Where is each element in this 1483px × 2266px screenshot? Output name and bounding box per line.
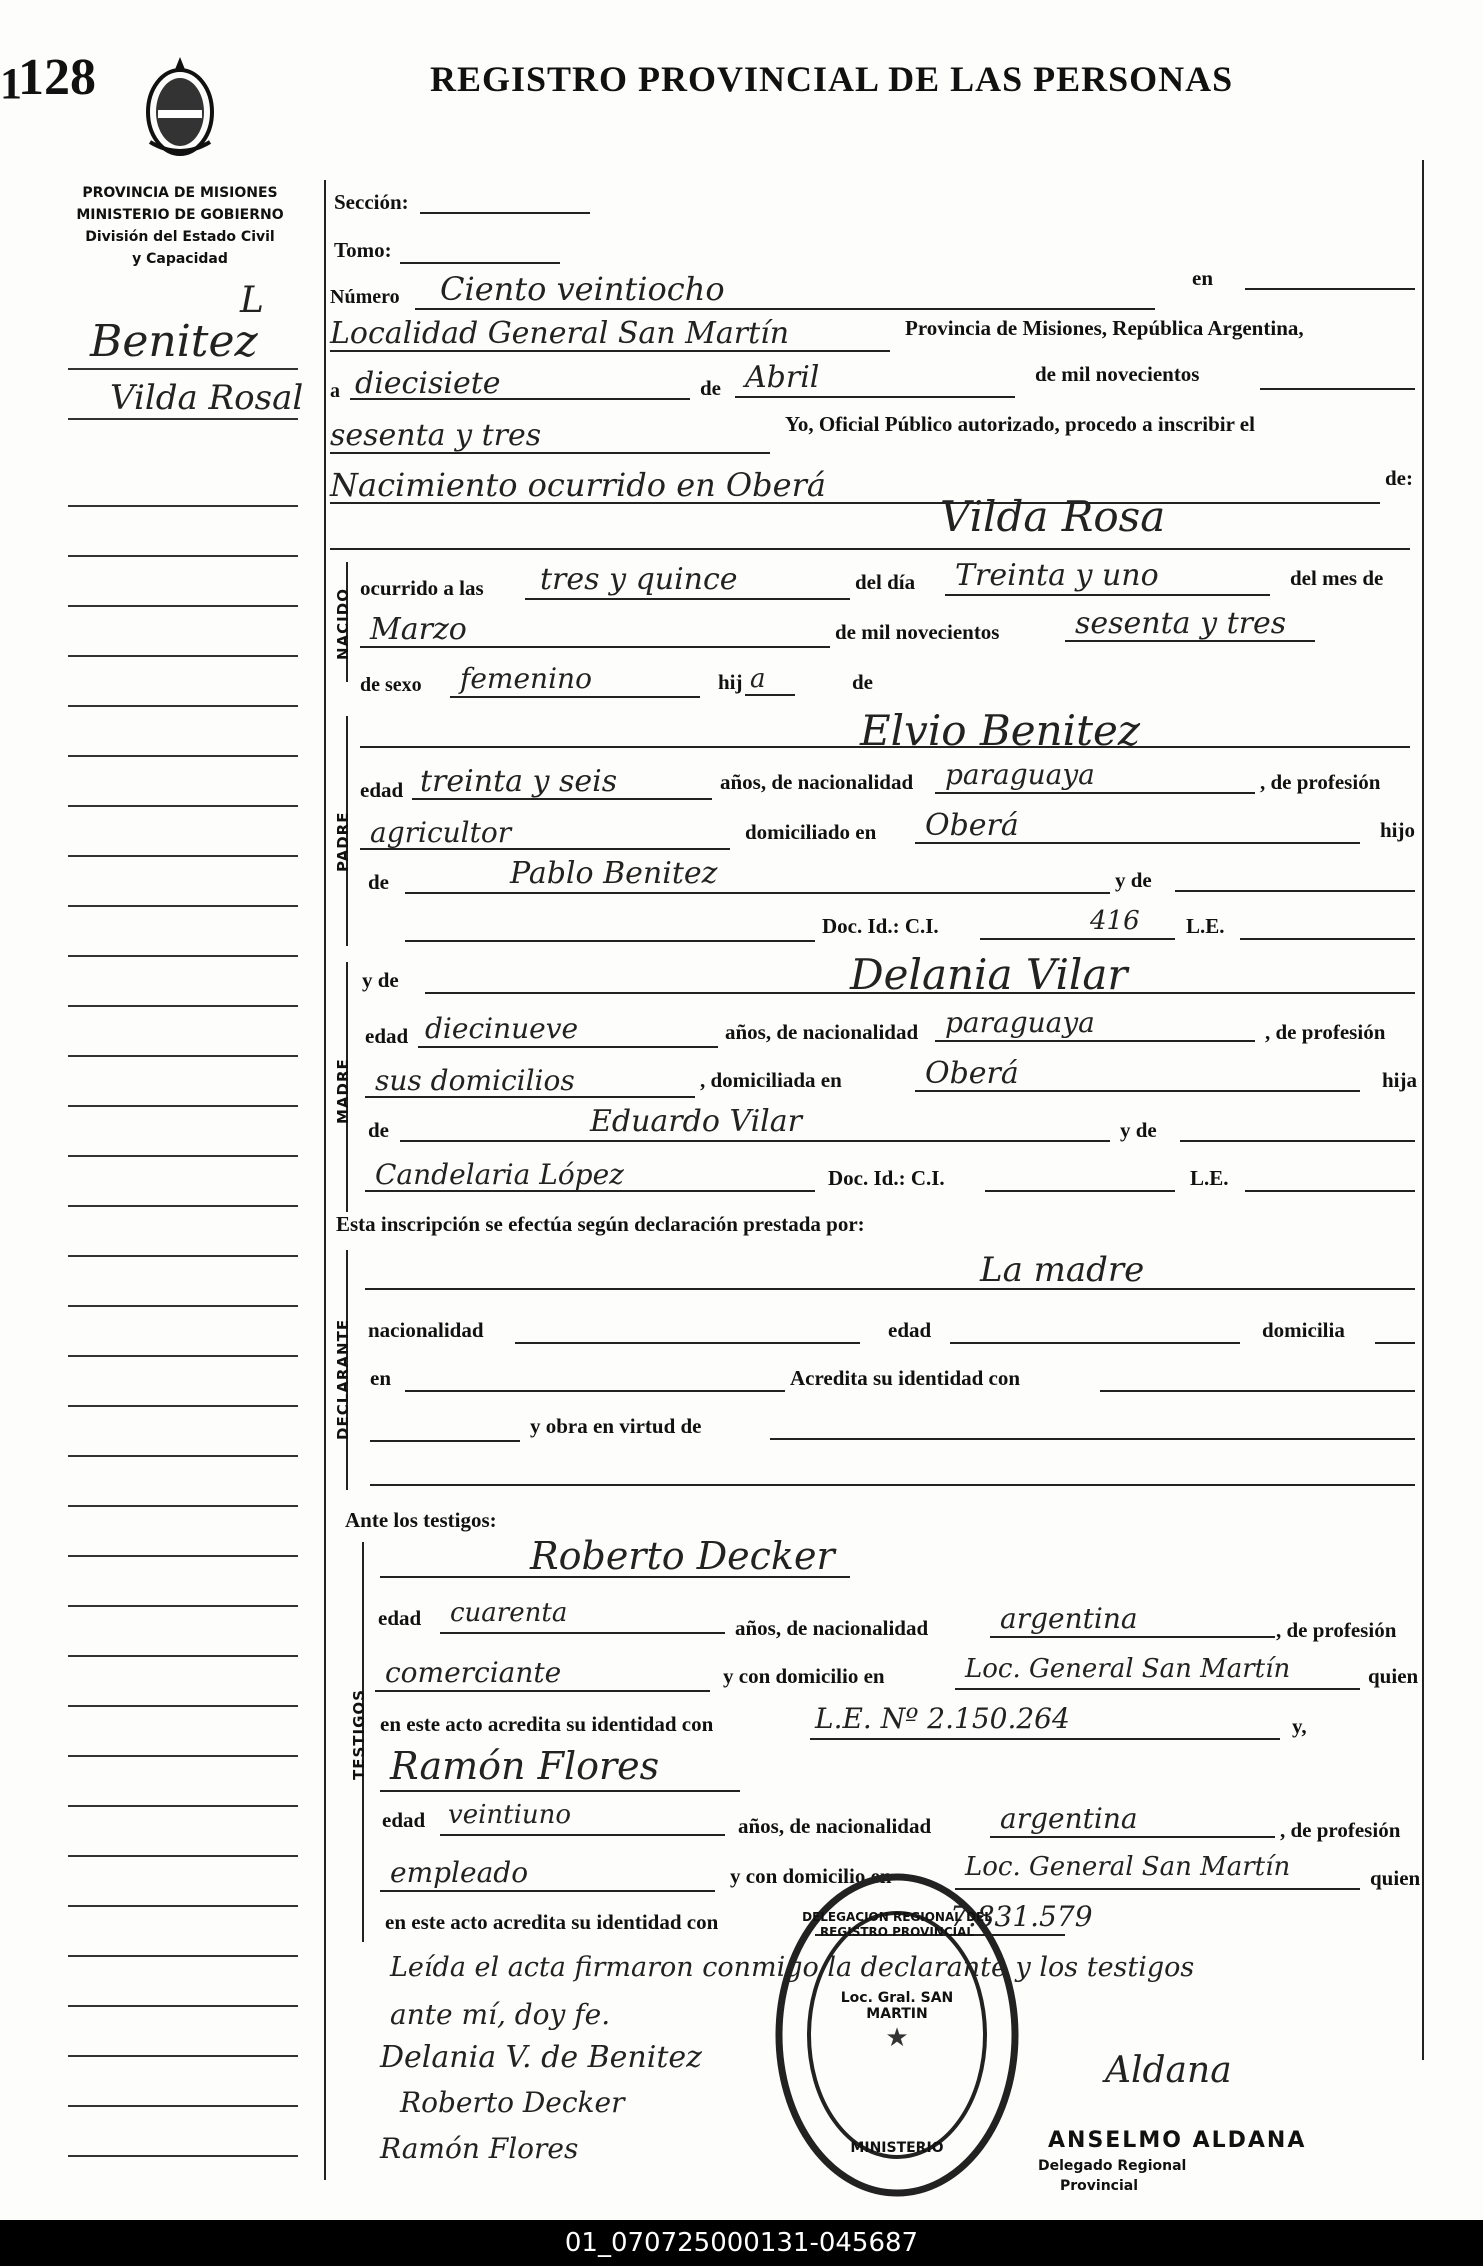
madre-yde-label: y de (362, 968, 399, 992)
a-label: a (330, 380, 340, 402)
hora-value: tres y quince (540, 562, 738, 597)
declarante-acredita-label: Acredita su identidad con (790, 1366, 1021, 1390)
testigo1-dom-label: y con domicilio en (723, 1664, 885, 1688)
en-label: en (1192, 266, 1213, 290)
official-title-2: Provincial (1060, 2178, 1139, 2194)
signature-testigo2: Ramón Flores (380, 2132, 579, 2165)
provincia-label: Provincia de Misiones, República Argentina, (905, 316, 1304, 340)
seccion-label: Sección: (334, 190, 409, 214)
tomo-label: Tomo: (334, 238, 392, 262)
padre-edad-label: edad (360, 778, 404, 802)
declarante-nac-label: nacionalidad (368, 1318, 484, 1342)
ante-testigos-label: Ante los testigos: (345, 1508, 497, 1532)
madre-yde2-label: y de (1120, 1118, 1157, 1142)
org-province: PROVINCIA DE MISIONES (82, 185, 278, 201)
official-name: ANSELMO ALDANA (1048, 2128, 1307, 2153)
de-colon-label: de: (1385, 466, 1413, 490)
testigo1-prof-value: comerciante (385, 1656, 562, 1689)
testigo1-quien-label: quien (1368, 1664, 1419, 1688)
testigo2-edad-value: veintiuno (448, 1800, 572, 1830)
madre-anos-label: años, de nacionalidad (725, 1020, 919, 1044)
form-left-border (324, 180, 326, 2180)
hij-label: hij (718, 670, 743, 694)
declarante-en-label: en (370, 1366, 391, 1390)
form-right-border (1422, 160, 1424, 2060)
page-number: 128 (18, 49, 96, 106)
declarante-value: La madre (980, 1250, 1145, 1290)
nombre-value: Vilda Rosa (940, 492, 1166, 541)
nacido-section-label: NACIDO (334, 588, 352, 660)
madre-doc-label: Doc. Id.: C.I. (828, 1166, 945, 1190)
padre-dom-label: domiciliado en (745, 820, 877, 844)
de-mil-nov-label: de mil novecientos (835, 620, 1000, 644)
testigo1-doc-value: L.E. Nº 2.150.264 (815, 1702, 1070, 1735)
official-stamp (772, 1870, 1022, 2200)
closing-line-2: ante mí, doy fe. (390, 1998, 611, 2031)
testigo2-prof-value: empleado (390, 1856, 529, 1889)
madre-edad-value: diecinueve (425, 1012, 579, 1045)
sexo-value: femenino (460, 662, 592, 695)
stamp-bottom-text: MINISTERIO (850, 2140, 944, 2156)
madre-de-label: de (368, 1118, 389, 1142)
madre-edad-label: edad (365, 1024, 409, 1048)
declarante-obra-label: y obra en virtud de (530, 1414, 702, 1438)
madre-hija-label: hija (1382, 1068, 1418, 1092)
padre-yde-label: y de (1115, 868, 1152, 892)
mes-nac-value: Marzo (370, 612, 467, 647)
testigo1-prof-label: , de profesión (1276, 1618, 1397, 1642)
madre-le-label: L.E. (1190, 1166, 1229, 1190)
org-capacity: y Capacidad (132, 251, 228, 267)
padre-doc-label: Doc. Id.: C.I. (822, 914, 939, 938)
hij-suffix: a (750, 664, 766, 694)
madre-dom-value: Oberá (925, 1056, 1019, 1091)
testigo2-doc-value: 7.831.579 (950, 1900, 1093, 1933)
madre-nac-value: paraguaya (945, 1006, 1095, 1039)
testigo2-edad-label: edad (382, 1808, 426, 1832)
signature-testigo1: Roberto Decker (400, 2086, 625, 2119)
testigo1-anos-label: años, de nacionalidad (735, 1616, 929, 1640)
svg-text:★: ★ (885, 2023, 909, 2053)
declarante-edad-label: edad (888, 1318, 932, 1342)
padre-edad-value: treinta y seis (420, 764, 618, 799)
registry-title: REGISTRO PROVINCIAL DE LAS PERSONAS (430, 59, 1234, 99)
testigo1-acredita-label: en este acto acredita su identidad con (380, 1712, 714, 1736)
margin-mark: 1 (0, 59, 22, 108)
numero-label: Número (330, 286, 400, 308)
madre-dom-label: , domiciliada en (700, 1068, 842, 1092)
official-signature: Aldana (1105, 2050, 1232, 2091)
madre-section-label: MADRE (334, 1058, 352, 1124)
declarante-section-label: DECLARANTE (334, 1318, 352, 1440)
madre-padre-value: Eduardo Vilar (590, 1104, 803, 1139)
padre-le-label: L.E. (1186, 914, 1225, 938)
testigo1-edad-value: cuarenta (450, 1598, 568, 1628)
testigo2-acredita-label: en este acto acredita su identidad con (385, 1910, 719, 1934)
de-label: de (700, 376, 721, 400)
margin-note-surname: Benitez (90, 316, 258, 367)
official-title-1: Delegado Regional (1038, 2158, 1187, 2174)
del-mes-label: del mes de (1290, 566, 1384, 590)
padre-prof-label: , de profesión (1260, 770, 1381, 794)
de-hij-label: de (852, 670, 873, 694)
testigo1-value: Roberto Decker (530, 1534, 835, 1578)
padre-nombre-value: Elvio Benitez (860, 706, 1140, 755)
org-ministry: MINISTERIO DE GOBIERNO (76, 207, 284, 223)
padre-dom-value: Oberá (925, 808, 1019, 843)
org-block (40, 182, 320, 270)
testigos-section-label: TESTIGOS (350, 1689, 368, 1780)
madre-prof-value: sus domicilios (375, 1064, 575, 1097)
testigo2-value: Ramón Flores (390, 1744, 660, 1788)
stamp-inner-text: Loc. Gral. SAN MARTIN (840, 1990, 954, 2022)
testigo1-edad-label: edad (378, 1606, 422, 1630)
padre-prof-value: agricultor (370, 816, 512, 849)
testigo1-nac-value: argentina (1000, 1602, 1138, 1635)
org-division: División del Estado Civil (85, 229, 275, 245)
padre-padre-value: Pablo Benitez (510, 856, 718, 891)
padre-hijo-label: hijo (1380, 818, 1416, 842)
anio-nac-value: sesenta y tres (1075, 606, 1287, 641)
margin-note-names: Vilda Rosal (110, 378, 304, 418)
footer-id: 01_070725000131-045687 (0, 2220, 1483, 2266)
padre-nac-value: paraguaya (945, 758, 1095, 791)
anio-value: sesenta y tres (330, 418, 542, 453)
madre-prof-label: , de profesión (1265, 1020, 1386, 1044)
stamp-ring-text: DELEGACION REGIONAL DEL REGISTRO PROVINCIAL (802, 1910, 992, 1939)
declarante-dom-label: domicilia (1262, 1318, 1345, 1342)
testigo2-dom-label: y con domicilio en (730, 1864, 892, 1888)
yo-oficial-label: Yo, Oficial Público autorizado, procedo a inscribir el (785, 412, 1255, 436)
de-mil-label: de mil novecientos (1035, 362, 1200, 386)
closing-line-1: Leída el acta firmaron conmigo la declarante y los testigos (390, 1952, 1195, 1983)
dia-nac-value: Treinta y uno (955, 558, 1159, 593)
padre-de-label: de (368, 870, 389, 894)
margin-note-number: L (240, 280, 264, 321)
testigo2-dom-value: Loc. General San Martín (965, 1852, 1291, 1882)
del-dia-label: del día (855, 570, 916, 594)
numero-value: Ciento veintiocho (440, 270, 725, 308)
testigo2-nac-value: argentina (1000, 1802, 1138, 1835)
padre-section-label: PADRE (334, 811, 352, 872)
de-sexo-label: de sexo (360, 674, 422, 696)
testigo2-anos-label: años, de nacionalidad (738, 1814, 932, 1838)
madre-madre-value: Candelaria López (375, 1158, 624, 1191)
testigo2-prof-label: , de profesión (1280, 1818, 1401, 1842)
localidad-value: Localidad General San Martín (330, 316, 790, 351)
testigo2-quien-label: quien (1370, 1866, 1421, 1890)
padre-ci-value: 416 (1090, 906, 1140, 936)
testigo1-y-label: y, (1292, 1714, 1307, 1738)
coat-of-arms-icon (140, 52, 220, 162)
dia-value: diecisiete (355, 366, 501, 401)
esta-inscripcion-label: Esta inscripción se efectúa según declaración prestada por: (336, 1212, 865, 1236)
signature-declarante: Delania V. de Benitez (380, 2040, 702, 2075)
ocurrido-label: ocurrido a las (360, 576, 484, 600)
testigo1-dom-value: Loc. General San Martín (965, 1654, 1291, 1684)
mes-value: Abril (745, 360, 820, 395)
madre-nombre-value: Delania Vilar (850, 950, 1128, 999)
hecho-value: Nacimiento ocurrido en Oberá (330, 466, 826, 504)
padre-anos-label: años, de nacionalidad (720, 770, 914, 794)
